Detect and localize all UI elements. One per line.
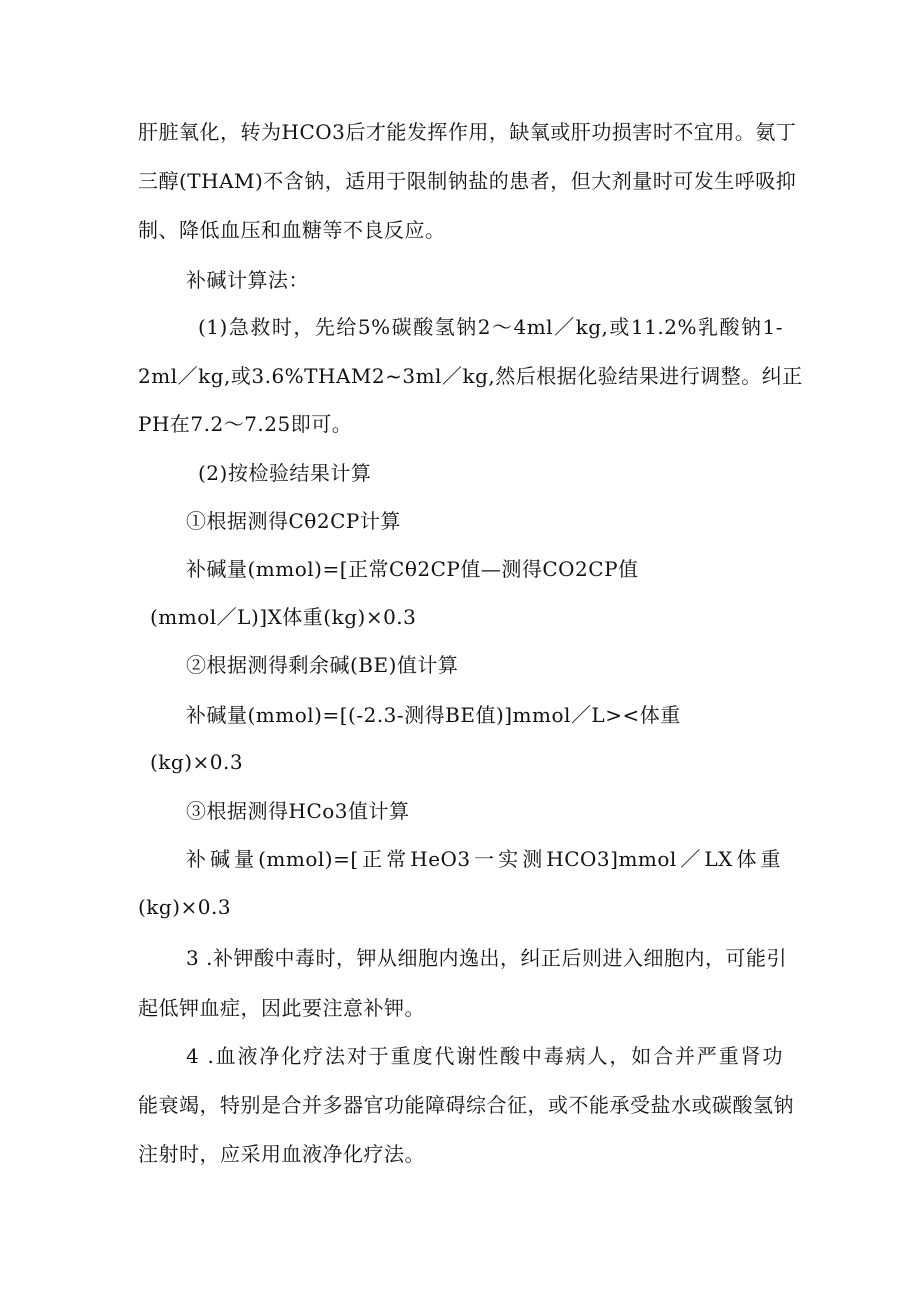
formula-line: 补碱量(mmol)=[(-2.3-测得BE值)]mmol／L><体重 — [186, 703, 681, 727]
text-line: 4 .血液净化疗法对于重度代谢性酸中毒病人，如合并严重肾功 — [186, 1044, 783, 1068]
formula-line: 补碱量(mmol)=[正常HeO3一实测HCO3]mmol／LX体重 — [186, 847, 781, 871]
formula-line: (mmol／L)]X体重(kg)×0.3 — [150, 605, 417, 629]
text-line: 肝脏氧化，转为HCO3后才能发挥作用，缺氧或肝功损害时不宜用。氨丁 — [138, 120, 797, 144]
text-line: 3 .补钾酸中毒时，钾从细胞内逸出，纠正后则进入细胞内，可能引 — [186, 946, 787, 970]
text-line: 三醇(THAM)不含钠，适用于限制钠盐的患者，但大剂量时可发生呼吸抑 — [138, 169, 797, 193]
text-line: PH在7.2～7.25即可。 — [138, 412, 353, 436]
formula-line: (kg)×0.3 — [138, 895, 232, 919]
method-heading: ①根据测得Cθ2CP计算 — [186, 509, 401, 533]
formula-line: 补碱量(mmol)=[正常Cθ2CP值—测得CO2CP值 — [186, 557, 639, 581]
section-heading: 补碱计算法： — [186, 268, 309, 292]
text-line: 2ml／kg,或3.6%THAM2~3ml／kg,然后根据化验结果进行调整。纠正 — [138, 364, 803, 388]
text-line: 起低钾血症，因此要注意补钾。 — [138, 996, 425, 1020]
text-line: 注射时，应采用血液净化疗法。 — [138, 1142, 425, 1166]
text-line: 能衰竭，特别是合并多器官功能障碍综合征，或不能承受盐水或碳酸氢钠 — [138, 1093, 794, 1117]
method-heading: ②根据测得剩余碱(BE)值计算 — [186, 653, 459, 677]
method-heading: ③根据测得HCo3值计算 — [186, 799, 410, 823]
text-line: (1)急救时，先给5%碳酸氢钠2～4ml／kg,或11.2%乳酸钠1- — [198, 315, 783, 339]
text-line: 制、降低血压和血糖等不良反应。 — [138, 218, 446, 242]
formula-line: (kg)×0.3 — [150, 750, 244, 774]
subsection-heading: (2)按检验结果计算 — [198, 461, 372, 485]
